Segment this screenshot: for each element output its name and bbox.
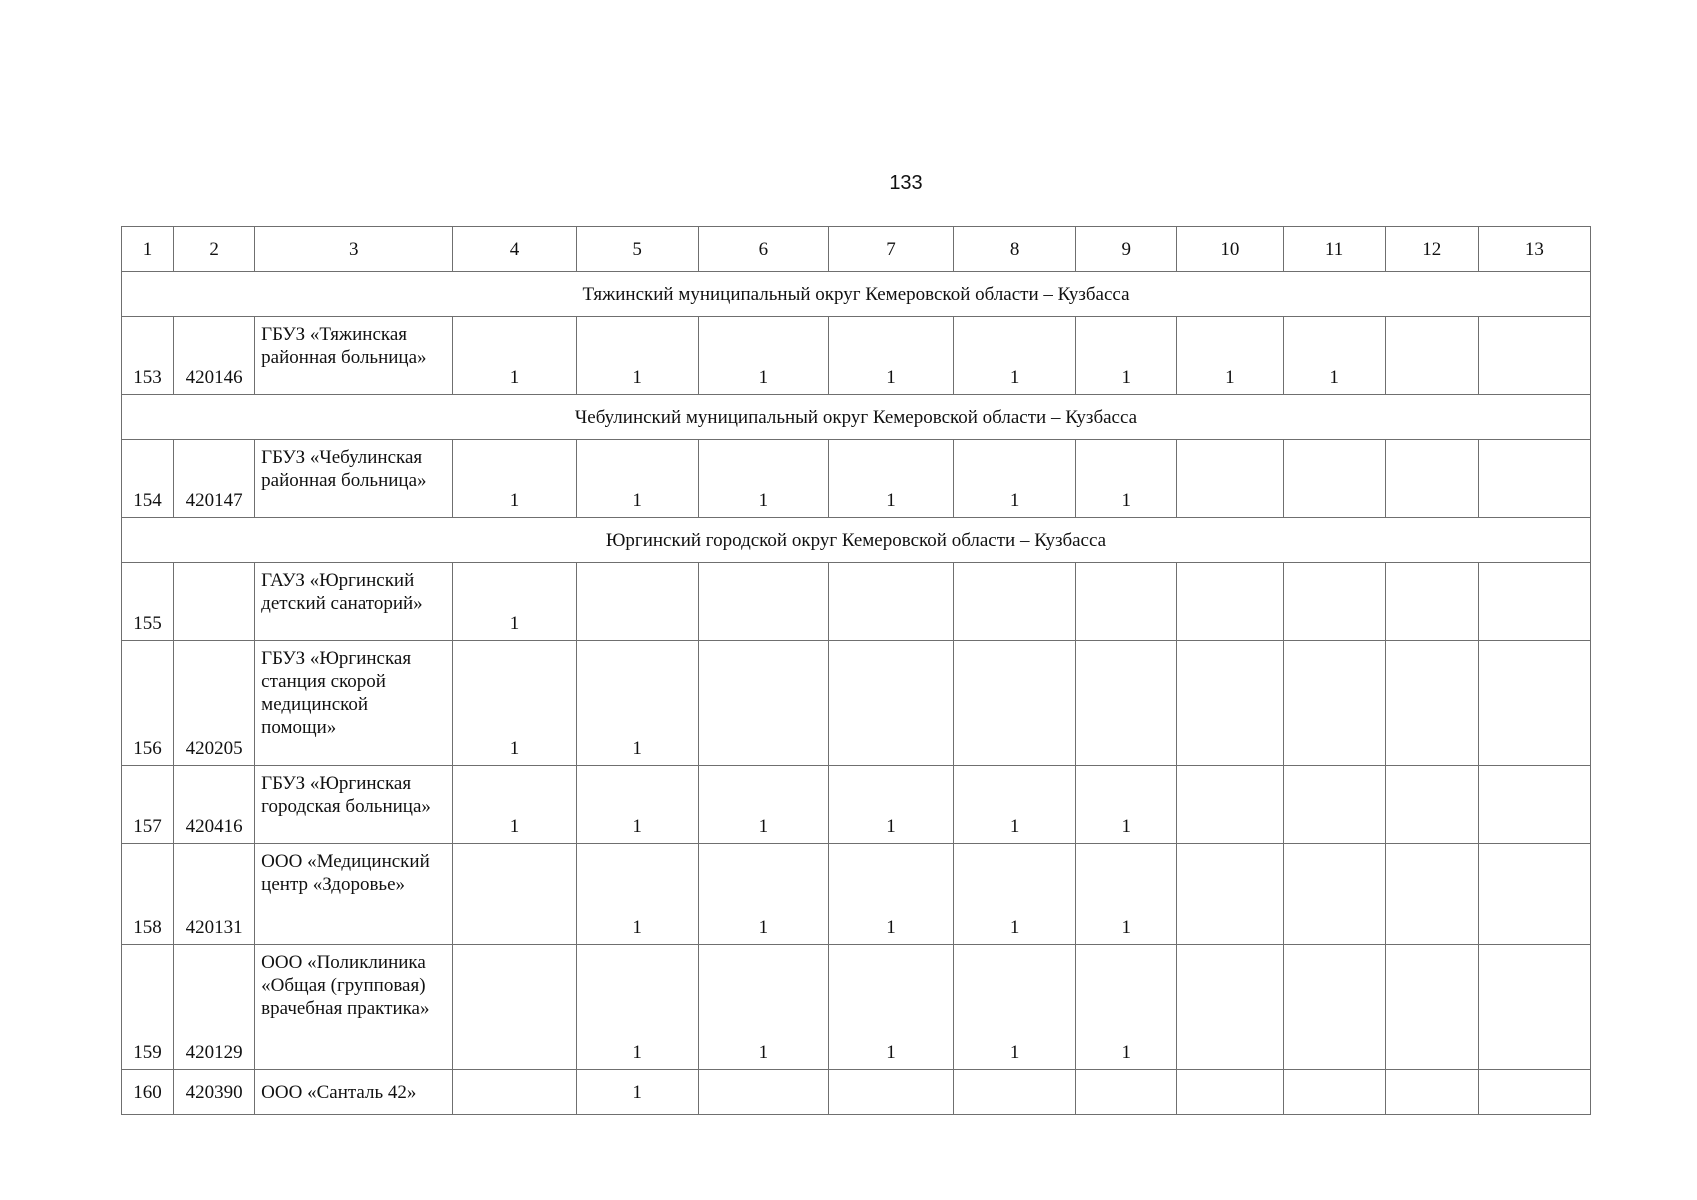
row-number: 159: [122, 945, 174, 1070]
table-cell: 1: [576, 317, 698, 395]
table-cell: [1385, 641, 1478, 766]
row-code: 420129: [174, 945, 255, 1070]
table-cell: 1: [954, 317, 1076, 395]
table-cell: 1: [954, 440, 1076, 518]
table-cell: 1: [453, 766, 576, 844]
table-row: [122, 440, 1591, 518]
column-header: 10: [1177, 227, 1283, 272]
section-title: Юргинский городской округ Кемеровской области – Кузбасса: [122, 518, 1591, 563]
table-cell: [1385, 563, 1478, 641]
table-cell: 1: [453, 641, 576, 766]
organization-name: ГБУЗ «Чебулинская районная больница»: [255, 440, 453, 518]
table-cell: 1: [1076, 440, 1177, 518]
table-cell: [1478, 766, 1590, 844]
row-number: 160: [122, 1070, 174, 1115]
column-header: 5: [576, 227, 698, 272]
table-cell: 1: [1076, 945, 1177, 1070]
organization-name: ГАУЗ «Юргинский детский санаторий»: [255, 563, 453, 641]
table-cell: 1: [828, 766, 953, 844]
row-code: 420147: [174, 440, 255, 518]
column-header: 8: [954, 227, 1076, 272]
table-cell: 1: [828, 317, 953, 395]
row-number: 158: [122, 844, 174, 945]
table-cell: 1: [828, 844, 953, 945]
table-cell: 1: [1076, 317, 1177, 395]
organization-name: ООО «Поликлиника «Общая (групповая) врачебная практика»: [255, 945, 453, 1070]
table-cell: 1: [828, 945, 953, 1070]
table-cell: [453, 945, 576, 1070]
table-row: [122, 1070, 1591, 1115]
table-row: [122, 766, 1591, 844]
row-code: [174, 563, 255, 641]
column-header: 3: [255, 227, 453, 272]
table-cell: [1283, 641, 1385, 766]
table-cell: [1177, 563, 1283, 641]
section-row: [122, 395, 1591, 440]
table-cell: [698, 641, 828, 766]
organization-name: ГБУЗ «Тяжинская районная больница»: [255, 317, 453, 395]
row-number: 154: [122, 440, 174, 518]
organization-name: ООО «Санталь 42»: [255, 1070, 453, 1115]
table-cell: [1177, 766, 1283, 844]
table-cell: [1385, 766, 1478, 844]
page-number: 133: [889, 172, 923, 194]
column-header: 4: [453, 227, 576, 272]
row-number: 153: [122, 317, 174, 395]
table-cell: [1076, 641, 1177, 766]
table-row: [122, 317, 1591, 395]
table-cell: 1: [954, 945, 1076, 1070]
table-cell: [1385, 440, 1478, 518]
table-cell: [954, 1070, 1076, 1115]
table-cell: [828, 563, 953, 641]
table-cell: [1478, 317, 1590, 395]
table-cell: [954, 641, 1076, 766]
table-cell: [1478, 440, 1590, 518]
table-cell: 1: [698, 766, 828, 844]
table-cell: 1: [698, 945, 828, 1070]
table-cell: [1385, 1070, 1478, 1115]
table-cell: [1076, 563, 1177, 641]
row-code: 420146: [174, 317, 255, 395]
table-cell: [1385, 844, 1478, 945]
table-row: [122, 563, 1591, 641]
table-cell: [698, 1070, 828, 1115]
row-number: 155: [122, 563, 174, 641]
column-header: 9: [1076, 227, 1177, 272]
table-cell: [1478, 641, 1590, 766]
table-cell: [1478, 945, 1590, 1070]
column-header: 1: [122, 227, 174, 272]
table-cell: [1177, 945, 1283, 1070]
table-cell: [828, 1070, 953, 1115]
table-cell: 1: [576, 844, 698, 945]
table-cell: 1: [453, 440, 576, 518]
column-header: 12: [1385, 227, 1478, 272]
row-code: 420131: [174, 844, 255, 945]
table-cell: [1385, 317, 1478, 395]
table-cell: [1385, 945, 1478, 1070]
table-cell: 1: [576, 641, 698, 766]
table-cell: [1177, 641, 1283, 766]
column-header: 7: [828, 227, 953, 272]
table-cell: [1076, 1070, 1177, 1115]
header-row: [122, 227, 1591, 272]
row-number: 156: [122, 641, 174, 766]
table-cell: [1478, 1070, 1590, 1115]
table-cell: 1: [698, 317, 828, 395]
table-cell: [453, 844, 576, 945]
column-header: 13: [1478, 227, 1590, 272]
table-cell: [1177, 440, 1283, 518]
table-cell: [1283, 440, 1385, 518]
table-cell: 1: [698, 844, 828, 945]
section-row: [122, 518, 1591, 563]
table-cell: 1: [576, 766, 698, 844]
organization-name: ГБУЗ «Юргинская станция скорой медицинской помощи»: [255, 641, 453, 766]
row-code: 420390: [174, 1070, 255, 1115]
table-cell: [1478, 844, 1590, 945]
table-cell: [1283, 945, 1385, 1070]
table-row: [122, 641, 1591, 766]
table-cell: 1: [1283, 317, 1385, 395]
table-cell: [954, 563, 1076, 641]
table-cell: 1: [576, 440, 698, 518]
column-header: 11: [1283, 227, 1385, 272]
column-header: 6: [698, 227, 828, 272]
table-cell: 1: [576, 1070, 698, 1115]
section-title: Чебулинский муниципальный округ Кемеровской области – Кузбасса: [122, 395, 1591, 440]
table-cell: 1: [954, 844, 1076, 945]
table-cell: 1: [453, 563, 576, 641]
table-cell: 1: [828, 440, 953, 518]
organization-name: ГБУЗ «Юргинская городская больница»: [255, 766, 453, 844]
data-table: [121, 226, 1591, 1115]
section-title: Тяжинский муниципальный округ Кемеровской области – Кузбасса: [122, 272, 1591, 317]
table-cell: 1: [1177, 317, 1283, 395]
organization-name: ООО «Медицинский центр «Здоровье»: [255, 844, 453, 945]
table-cell: [1177, 1070, 1283, 1115]
table-cell: [576, 563, 698, 641]
table-cell: [453, 1070, 576, 1115]
table-cell: 1: [576, 945, 698, 1070]
table-cell: [1283, 844, 1385, 945]
row-number: 157: [122, 766, 174, 844]
table-row: [122, 844, 1591, 945]
table-cell: [1283, 563, 1385, 641]
row-code: 420416: [174, 766, 255, 844]
table-cell: [1177, 844, 1283, 945]
table-cell: 1: [1076, 844, 1177, 945]
table-cell: 1: [1076, 766, 1177, 844]
section-row: [122, 272, 1591, 317]
table-cell: [1478, 563, 1590, 641]
table-cell: 1: [453, 317, 576, 395]
table-cell: [1283, 766, 1385, 844]
table-cell: [828, 641, 953, 766]
table-cell: [1283, 1070, 1385, 1115]
table-cell: [698, 563, 828, 641]
column-header: 2: [174, 227, 255, 272]
table-cell: 1: [954, 766, 1076, 844]
table-row: [122, 945, 1591, 1070]
table-cell: 1: [698, 440, 828, 518]
row-code: 420205: [174, 641, 255, 766]
